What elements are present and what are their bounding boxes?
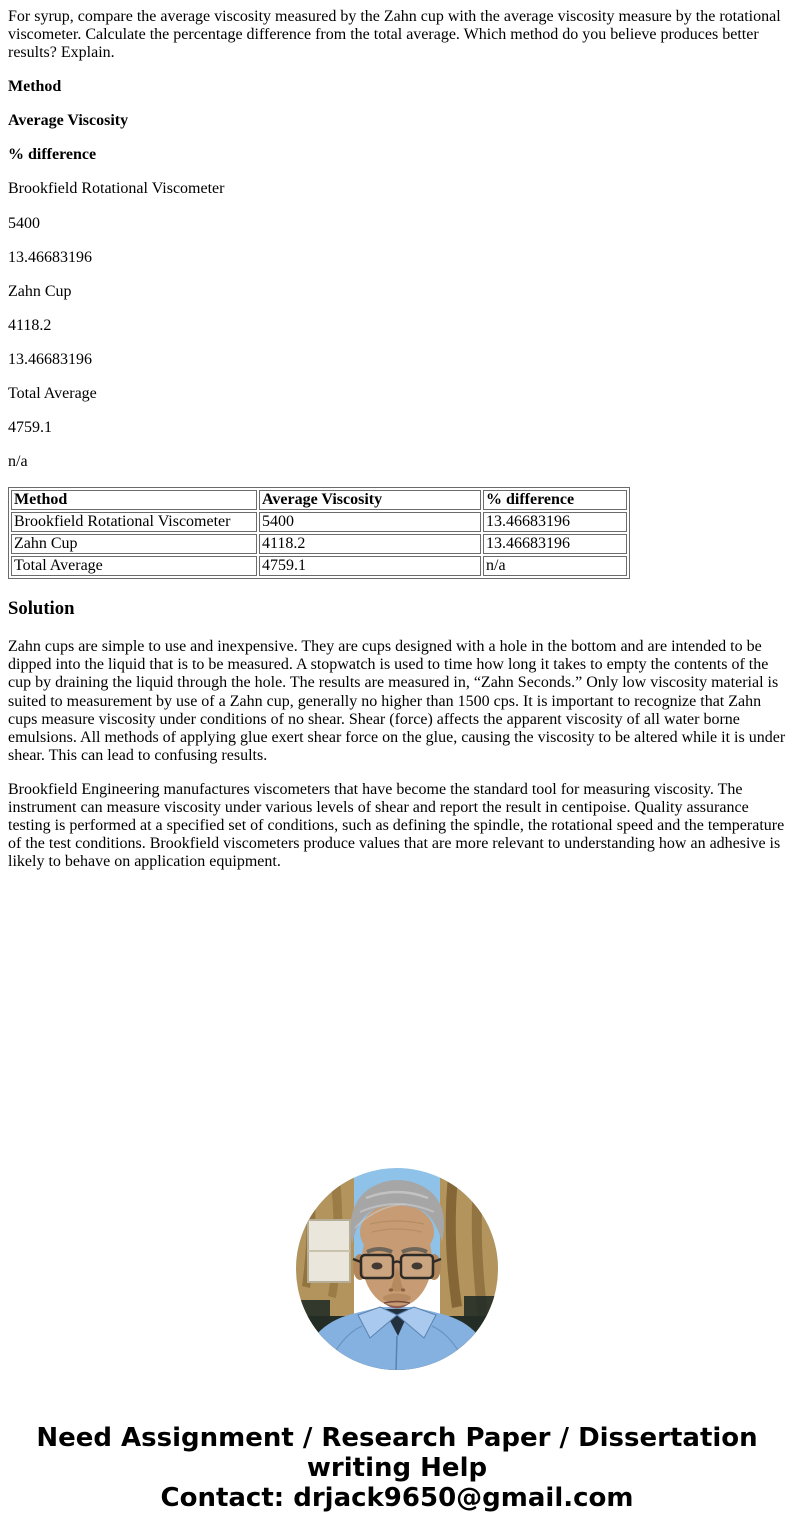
solution-paragraph-brookfield: Brookfield Engineering manufactures viscometers that have become the standard tool for measuring viscosity. The instrument can measure viscosity under various levels of shear and report the result in centipoise. Quality assurance testing is performed at a specified set of conditions, such as defining the spindle, the rotational speed and the temperature of the test conditions. Brookfield viscometers produce values that are more relevant to understanding how an adhesive is likely to behave on application equipment. bbox=[8, 780, 785, 871]
value-line-difference-2: 13.46683196 bbox=[8, 350, 92, 368]
value-line-viscosity-3: 4759.1 bbox=[8, 419, 52, 437]
table-cell-method: Zahn Cup bbox=[11, 534, 257, 554]
value-line-method-2: Zahn Cup bbox=[8, 282, 72, 300]
question-paragraph: For syrup, compare the average viscosity measured by the Zahn cup with the average viscosity measure by the rotational viscometer. Calculate the percentage difference from the total average. Which method do you believe produces better results? Explain. bbox=[8, 8, 781, 62]
avatar bbox=[296, 1168, 498, 1370]
table-header-average-viscosity: Average Viscosity bbox=[259, 490, 481, 510]
value-line-method-3: Total Average bbox=[8, 384, 97, 402]
table-cell-viscosity: 4759.1 bbox=[259, 556, 481, 576]
value-line-difference-3: n/a bbox=[8, 453, 28, 471]
table-row bbox=[11, 556, 627, 576]
value-line-viscosity-1: 5400 bbox=[8, 214, 40, 232]
solution-paragraph-zahn: Zahn cups are simple to use and inexpensive. They are cups designed with a hole in the bottom and are intended to be dipped into the liquid that is to be measured. A stopwatch is used to time how long it takes to empty the contents of the cup by draining the liquid through the hole. The results are measured in, “Zahn Seconds.” Only low viscosity material is suited to measurement by use of a Zahn cup, generally no higher than 1500 cps. It is important to recognize that Zahn cups measure viscosity under conditions of no shear. Shear (force) affects the apparent viscosity of all water borne emulsions. All methods of applying glue exert shear force on the glue, causing the viscosity to be altered while it is under shear. This can lead to confusing results. bbox=[8, 638, 786, 764]
table-cell-method: Brookfield Rotational Viscometer bbox=[11, 512, 257, 532]
table-header-percent-difference: % difference bbox=[483, 490, 627, 510]
table-cell-viscosity: 4118.2 bbox=[259, 534, 481, 554]
blank-space bbox=[8, 887, 786, 1168]
table-row bbox=[11, 534, 627, 554]
table-row bbox=[11, 512, 627, 532]
solution-heading: Solution bbox=[8, 598, 75, 620]
value-line-difference-1: 13.46683196 bbox=[8, 248, 92, 266]
footer-line-2: writing Help bbox=[306, 1453, 488, 1484]
footer-line-1: Need Assignment / Research Paper / Dissertation bbox=[36, 1423, 758, 1454]
document-page bbox=[8, 8, 786, 1513]
label-average-viscosity: Average Viscosity bbox=[8, 112, 129, 130]
footer-promo bbox=[8, 1423, 786, 1513]
table-cell-difference: 13.46683196 bbox=[483, 512, 627, 532]
table-header-row bbox=[11, 490, 627, 510]
value-line-viscosity-2: 4118.2 bbox=[8, 316, 52, 334]
footer-contact-email: Contact: drjack9650@gmail.com bbox=[160, 1483, 634, 1514]
value-line-method-1: Brookfield Rotational Viscometer bbox=[8, 180, 225, 198]
table-header-method: Method bbox=[11, 490, 257, 510]
table-cell-viscosity: 5400 bbox=[259, 512, 481, 532]
label-percent-difference: % difference bbox=[8, 146, 97, 164]
table-cell-method: Total Average bbox=[11, 556, 257, 576]
avatar-portrait-image bbox=[296, 1168, 498, 1370]
table-cell-difference: n/a bbox=[483, 556, 627, 576]
table-cell-difference: 13.46683196 bbox=[483, 534, 627, 554]
label-method: Method bbox=[8, 78, 62, 96]
viscosity-results-table bbox=[8, 487, 630, 579]
